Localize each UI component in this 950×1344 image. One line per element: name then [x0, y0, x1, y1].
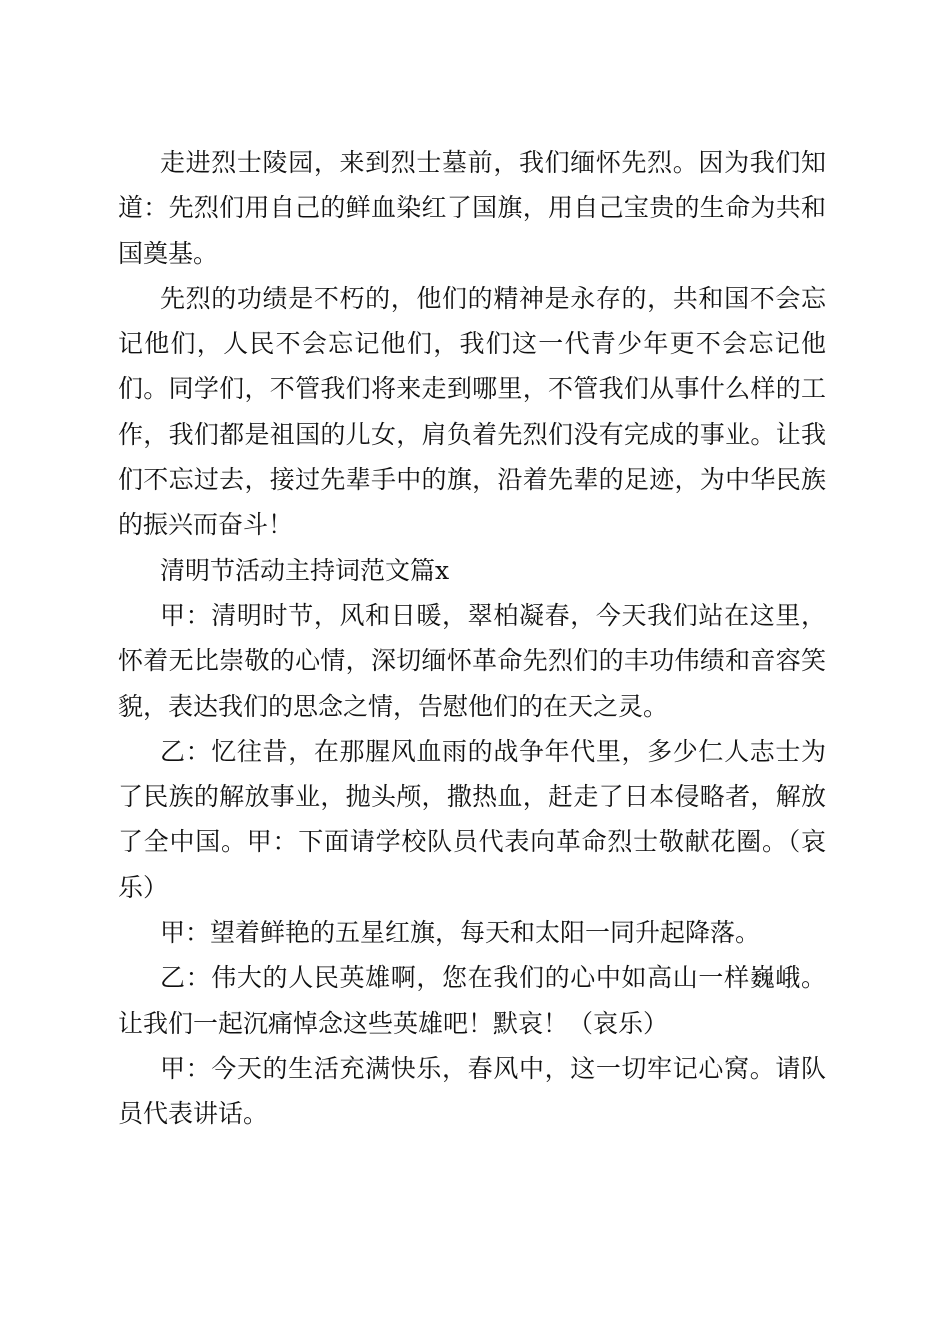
- paragraph-host-a-opening: 甲：清明时节，风和日暖，翠柏凝春，今天我们站在这里，怀着无比崇敬的心情，深切缅怀革命先烈们的丰功伟绩和音容笑貌，表达我们的思念之情，告慰他们的在天之灵。: [118, 600, 826, 721]
- paragraph-host-b-silence: 乙：伟大的人民英雄啊，您在我们的心中如高山一样巍峨。让我们一起沉痛悼念这些英雄吧！默哀！（哀乐）: [118, 963, 826, 1038]
- section-heading: 清明节活动主持词范文篇x: [160, 555, 450, 585]
- paragraph-martyrs-legacy: 先烈的功绩是不朽的，他们的精神是永存的，共和国不会忘记他们，人民不会忘记他们，我们这一代青少年更不会忘记他们。同学们，不管我们将来走到哪里，不管我们从事什么样的工作，我们都是祖国的儿女，肩负着先烈们没有完成的事业。让我们不忘过去，接过先辈手中的旗，沿着先辈的足迹，为中华民族的振兴而奋斗！: [118, 283, 826, 540]
- paragraph-host-b-recall: 乙：忆往昔，在那腥风血雨的战争年代里，多少仁人志士为了民族的解放事业，抛头颅，撒热血，赶走了日本侵略者，解放了全中国。甲：下面请学校队员代表向革命烈士敬献花圈。（哀乐）: [118, 736, 826, 902]
- paragraph-host-a-flag: 甲：望着鲜艳的五星红旗，每天和太阳一同升起降落。: [160, 918, 761, 948]
- document-body: [118, 140, 826, 1137]
- paragraph-martyrs-cemetery: 走进烈士陵园，来到烈士墓前，我们缅怀先烈。因为我们知道：先烈们用自己的鲜血染红了国旗，用自己宝贵的生命为共和国奠基。: [118, 148, 826, 268]
- paragraph-host-a-speech: 甲：今天的生活充满快乐，春风中，这一切牢记心窝。请队员代表讲话。: [118, 1053, 826, 1129]
